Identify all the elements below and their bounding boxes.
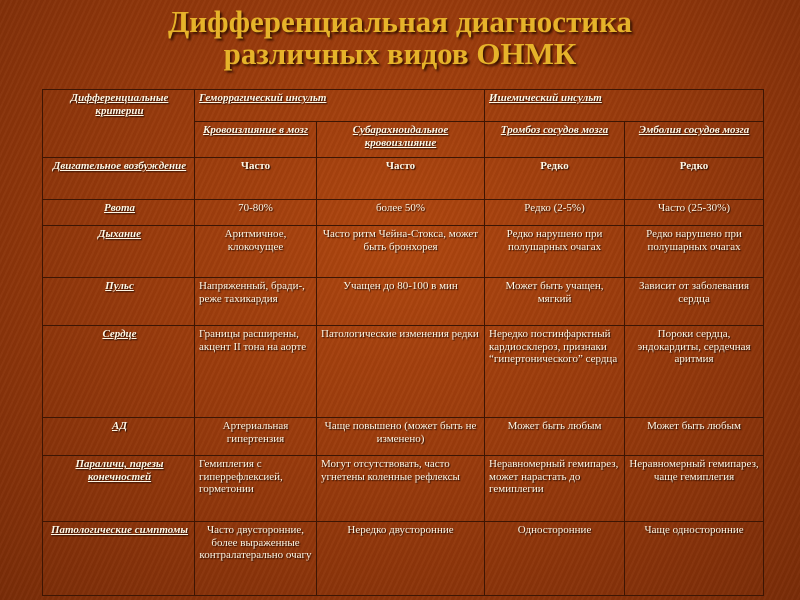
table-cell: Могут отсутствовать, часто угнетены коленные рефлексы bbox=[317, 456, 485, 522]
table-row bbox=[43, 418, 764, 456]
table-cell: Нередко постинфарктный кардиосклероз, признаки “гипертонического” сердца bbox=[485, 326, 625, 418]
header-ischemic: Ишемический инсульт bbox=[485, 90, 764, 122]
table-cell: Патологические изменения редки bbox=[317, 326, 485, 418]
row-label: Сердце bbox=[43, 326, 195, 418]
table-cell: Чаще односторонние bbox=[625, 522, 764, 596]
table-cell: Аритмичное, клокочущее bbox=[195, 226, 317, 278]
table-cell: Редко нарушено при полушарных очагах bbox=[625, 226, 764, 278]
table-cell: Неравномерный гемипарез, чаще гемиплегия bbox=[625, 456, 764, 522]
table-cell: более 50% bbox=[317, 200, 485, 226]
row-label: Двигательное возбуждение bbox=[43, 158, 195, 200]
header-criteria: Дифференциальные критерии bbox=[43, 90, 195, 158]
table-cell: Пороки сердца, эндокардиты, сердечная аритмия bbox=[625, 326, 764, 418]
table-cell: Напряженный, бради-, реже тахикардия bbox=[195, 278, 317, 326]
table-cell: Редко bbox=[625, 158, 764, 200]
table-row bbox=[43, 326, 764, 418]
table-cell: Может быть учащен, мягкий bbox=[485, 278, 625, 326]
table-cell: Нередко двусторонние bbox=[317, 522, 485, 596]
diagnosis-table bbox=[42, 89, 764, 596]
table-cell: Односторонние bbox=[485, 522, 625, 596]
subheader-thrombosis: Тромбоз сосудов мозга bbox=[485, 122, 625, 158]
table-cell: Гемиплегия с гиперрефлексией, горметонии bbox=[195, 456, 317, 522]
table-row bbox=[43, 278, 764, 326]
slide-title bbox=[0, 6, 800, 70]
table-cell: Зависит от заболевания сердца bbox=[625, 278, 764, 326]
table-row bbox=[43, 200, 764, 226]
table-row bbox=[43, 522, 764, 596]
table-cell: Может быть любым bbox=[485, 418, 625, 456]
row-label: Дыхание bbox=[43, 226, 195, 278]
table-cell: Часто bbox=[195, 158, 317, 200]
table-cell: Часто двусторонние, более выраженные контралатерально очагу bbox=[195, 522, 317, 596]
title-line-2: различных видов ОНМК bbox=[223, 36, 577, 71]
table-cell: Артериальная гипертензия bbox=[195, 418, 317, 456]
row-label: Пульс bbox=[43, 278, 195, 326]
table-row bbox=[43, 226, 764, 278]
header-hemorrhagic: Геморрагический инсульт bbox=[195, 90, 485, 122]
table-cell: Редко bbox=[485, 158, 625, 200]
table-cell: Может быть любым bbox=[625, 418, 764, 456]
table-cell: Неравномерный гемипарез, может нарастать до гемиплегии bbox=[485, 456, 625, 522]
table-row bbox=[43, 456, 764, 522]
table-cell: Часто (25-30%) bbox=[625, 200, 764, 226]
table-row bbox=[43, 158, 764, 200]
title-line-1: Дифференциальная диагностика bbox=[167, 4, 633, 39]
subheader-subarachnoid: Субарахноидальное кровоизлияние bbox=[317, 122, 485, 158]
table-cell: Часто ритм Чейна-Стокса, может быть бронхорея bbox=[317, 226, 485, 278]
row-label: Рвота bbox=[43, 200, 195, 226]
table-cell: Часто bbox=[317, 158, 485, 200]
row-label: Параличи, парезы конечностей bbox=[43, 456, 195, 522]
table-cell: Чаще повышено (может быть не изменено) bbox=[317, 418, 485, 456]
subheader-embolism: Эмболия сосудов мозга bbox=[625, 122, 764, 158]
table-cell: Границы расширены, акцент II тона на аорте bbox=[195, 326, 317, 418]
row-label: Патологические симптомы bbox=[43, 522, 195, 596]
table-cell: 70-80% bbox=[195, 200, 317, 226]
row-label: АД bbox=[43, 418, 195, 456]
table-cell: Учащен до 80-100 в мин bbox=[317, 278, 485, 326]
table-cell: Редко нарушено при полушарных очагах bbox=[485, 226, 625, 278]
subheader-intracerebral: Кровоизлияние в мозг bbox=[195, 122, 317, 158]
table-cell: Редко (2-5%) bbox=[485, 200, 625, 226]
